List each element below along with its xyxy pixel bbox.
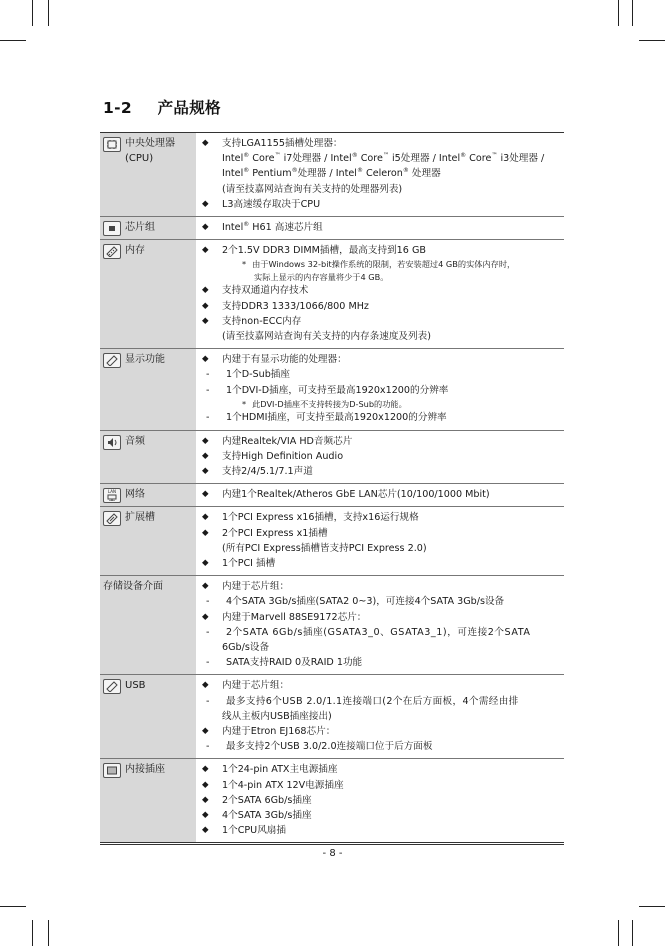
spec-item: ◆ 内建于Etron EJ168芯片：: [202, 726, 336, 737]
spec-row-expansion-slots: [100, 507, 564, 576]
spec-subitem: - 1个D-Sub插座: [206, 369, 290, 381]
spec-item: ◆ 1个4-pin ATX 12V电源插座: [202, 779, 344, 791]
section-title: 产品规格: [157, 99, 221, 117]
spec-item: ◆ 内建1个Realtek/Atheros GbE LAN芯片(10/100/1000 Mbit): [202, 489, 490, 501]
spec-item: ◆ 内建于芯片组：: [202, 581, 290, 593]
spec-subitem: - SATA支持RAID 0及RAID 1功能: [206, 657, 363, 669]
section-number: 1-2: [103, 99, 132, 117]
expansion-slot-icon: [103, 511, 121, 526]
spec-item: ◆ 1个CPU风扇插: [202, 825, 286, 837]
spec-item: ◆ 支持双通道内存技术: [202, 285, 309, 297]
row-content: [196, 431, 564, 484]
crop-mark: [0, 906, 26, 907]
display-icon: [103, 353, 121, 368]
row-label: [100, 759, 196, 842]
spec-subitem-continuation: 线从主板内USB插座接出): [222, 710, 332, 722]
spec-row-lan: [100, 484, 564, 507]
spec-item: ◆ 2个1.5V DDR3 DIMM插槽，最高支持到16 GB: [202, 245, 426, 257]
spec-item-continuation: Intel® Pentium®处理器 / Intel® Celeron® 处理器: [222, 167, 441, 180]
row-label: [100, 349, 196, 429]
row-label-text: 内接插座: [125, 764, 165, 776]
spec-item: ◆ 支持non-ECC内存: [202, 315, 302, 327]
audio-icon: [103, 435, 121, 450]
crop-mark: [0, 40, 26, 41]
spec-row-memory: [100, 240, 564, 349]
footer-rule: [100, 844, 564, 845]
footnote: * 由于Windows 32-bit操作系统的限制，若安装超过4 GB的实体内存时，: [242, 259, 516, 270]
lan-icon: [103, 488, 121, 503]
spec-subitem: - 最多支持6个USB 2.0/1.1连接端口(2个在后方面板，4个需经由排: [206, 695, 519, 707]
spec-row-storage: [100, 576, 564, 675]
row-label-text: USB: [125, 680, 146, 692]
spec-subitem: - 最多支持2个USB 3.0/2.0连接端口位于后方面板: [206, 741, 433, 753]
spec-subitem-continuation: 6Gb/s设备: [222, 641, 270, 653]
spec-item: ◆ 1个PCI 插槽: [202, 557, 276, 569]
spec-subitem: - 4个SATA 3Gb/s插座(SATA2 0~3)，可连接4个SATA 3Gb/s设备: [206, 596, 505, 608]
crop-mark: [618, 920, 619, 946]
spec-item-continuation: (请至技嘉网站查询有关支持的处理器列表): [222, 183, 403, 195]
spec-subitem: - 1个HDMI插座，可支持至最高1920x1200的分辨率: [206, 412, 447, 424]
spec-item: ◆ 支持High Definition Audio: [202, 450, 344, 462]
row-label-text: 音频: [125, 435, 145, 447]
row-label-text: 中央处理器: [125, 138, 175, 149]
chipset-icon: [103, 221, 121, 236]
row-label: [100, 675, 196, 758]
row-label: [100, 507, 196, 575]
row-label: [100, 217, 196, 239]
row-content: [196, 217, 564, 239]
cpu-icon: [103, 137, 121, 152]
spec-item: ◆ 支持DDR3 1333/1066/800 MHz: [202, 300, 369, 312]
crop-mark: [32, 0, 33, 26]
row-content: [196, 484, 564, 506]
spec-item: ◆ 内建于有显示功能的处理器：: [202, 354, 347, 366]
spec-row-display: [100, 349, 564, 430]
row-label: [100, 431, 196, 484]
row-content: [196, 240, 564, 348]
crop-mark: [32, 920, 33, 946]
spec-table: [100, 132, 564, 843]
crop-mark: [48, 0, 49, 26]
row-label: [100, 240, 196, 348]
crop-mark: [632, 0, 633, 26]
spec-subitem: - 2个SATA 6Gb/s插座(GSATA3_0、GSATA3_1)，可连接2个SATA: [206, 626, 531, 638]
section-heading: [103, 96, 221, 118]
row-sublabel-text: (CPU): [125, 153, 154, 164]
row-content: [196, 675, 564, 758]
row-label-text: 扩展槽: [125, 512, 155, 524]
spec-item: ◆ 支持2/4/5.1/7.1声道: [202, 465, 313, 477]
row-content: [196, 576, 564, 674]
row-content: [196, 507, 564, 575]
row-label-text: 芯片组: [125, 222, 155, 234]
crop-mark: [639, 40, 665, 41]
spec-item: ◆ 2个PCI Express x1插槽: [202, 527, 328, 539]
spec-item: ◆ 支持LGA1155插槽处理器：: [202, 138, 343, 149]
spec-item: ◆ Intel® H61 高速芯片组: [202, 221, 323, 234]
crop-mark: [632, 920, 633, 946]
spec-row-internal-connectors: [100, 759, 564, 842]
internal-connector-icon: [103, 763, 121, 778]
row-label-text: 网络: [125, 489, 145, 501]
crop-mark: [618, 0, 619, 26]
crop-mark: [639, 906, 665, 907]
spec-item: ◆ 内建于Marvell 88SE9172芯片：: [202, 611, 367, 623]
spec-row-chipset: [100, 217, 564, 240]
row-content: [196, 349, 564, 429]
spec-row-usb: [100, 675, 564, 759]
usb-icon: [103, 679, 121, 694]
crop-mark: [48, 920, 49, 946]
row-label-text: 内存: [125, 245, 145, 257]
spec-row-cpu: [100, 133, 564, 217]
spec-item: ◆ 内建于芯片组：: [202, 680, 290, 692]
memory-icon: [103, 244, 121, 259]
spec-item-continuation: Intel® Core™ i7处理器 / Intel® Core™ i5处理器 / Intel® Core™ i3处理器 /: [222, 152, 545, 165]
row-label: [100, 576, 196, 674]
spec-item: ◆ 2个SATA 6Gb/s插座: [202, 794, 312, 806]
page-number: - 8 -: [322, 848, 343, 859]
row-content: [196, 759, 564, 842]
footnote: * 此DVI-D插座不支持转接为D-Sub的功能。: [242, 398, 407, 409]
spec-item-continuation: (所有PCI Express插槽皆支持PCI Express 2.0): [222, 542, 427, 554]
spec-row-audio: [100, 431, 564, 485]
spec-item: ◆ 4个SATA 3Gb/s插座: [202, 810, 312, 822]
spec-item: ◆ 1个24-pin ATX主电源插座: [202, 764, 338, 776]
row-label: [100, 133, 196, 216]
spec-item: ◆ L3高速缓存取决于CPU: [202, 198, 321, 210]
spec-item-continuation: (请至技嘉网站查询有关支持的内存条速度及列表): [222, 331, 431, 343]
row-content: [196, 133, 564, 216]
spec-subitem: - 1个DVI-D插座，可支持至最高1920x1200的分辨率: [206, 384, 449, 396]
row-label-text: 存储设备介面: [103, 581, 163, 593]
row-label: [100, 484, 196, 506]
row-label-text: 显示功能: [125, 354, 165, 366]
lan-icon-text: LAN: [107, 489, 117, 495]
spec-item: ◆ 内建Realtek/VIA HD音频芯片: [202, 435, 353, 447]
footnote-continuation: 实际上显示的内存容量将少于4 GB。: [254, 271, 389, 282]
spec-item: ◆ 1个PCI Express x16插槽，支持x16运行规格: [202, 512, 419, 524]
